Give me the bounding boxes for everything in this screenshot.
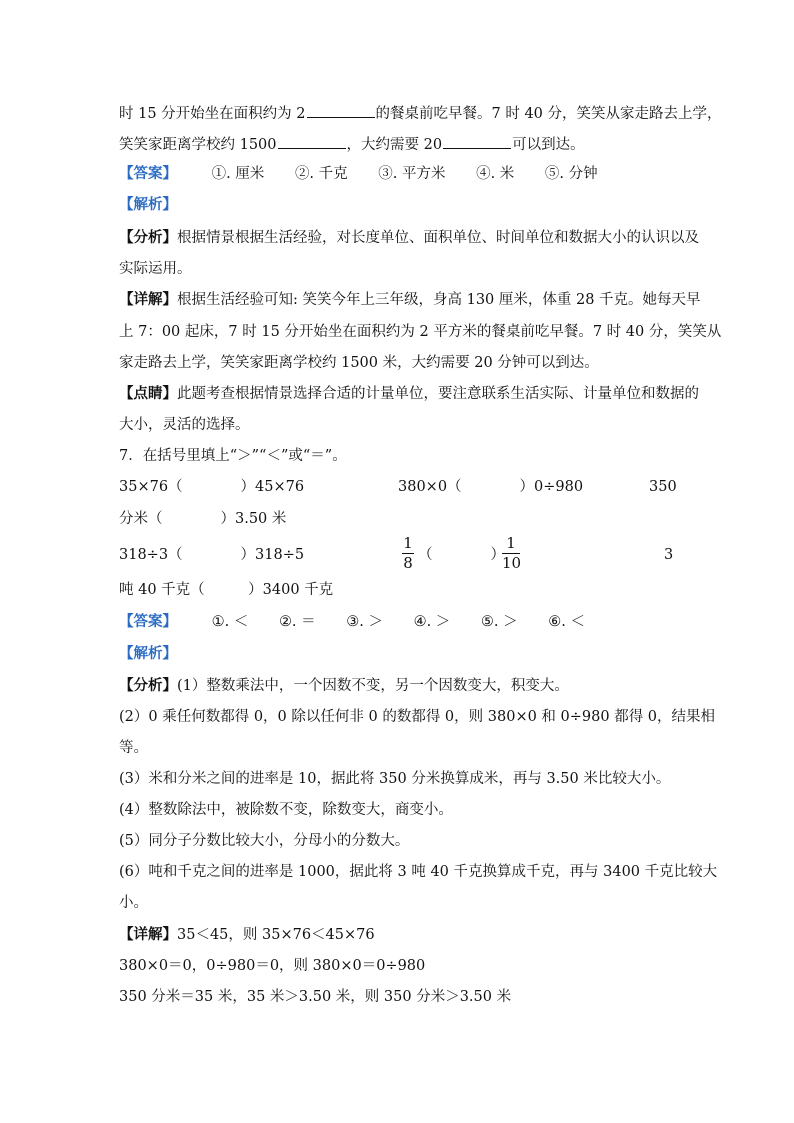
compare-item-6-start (664, 545, 673, 565)
fraction-numerator: 1 (506, 534, 516, 552)
fenxi-text: 等。 (119, 740, 148, 756)
fenxi-text: 实际运用。 (119, 261, 192, 277)
q6-answer-line (119, 164, 598, 184)
answer-item: ④. ＞ (413, 614, 451, 630)
q7-fenxi-line-7 (119, 862, 717, 882)
q6-xiangjie-line-2 (119, 322, 721, 342)
answer-item: ③. ＞ (346, 614, 383, 630)
q6-line-2 (119, 134, 585, 155)
answer-item: ④. 米 (476, 166, 515, 182)
fenxi-text: (1）整数乘法中，一个因数不变，另一个因数变大，积变大。 (177, 678, 569, 694)
q6-text-1b: 的餐桌前吃早餐。7 时 40 分，笑笑从家走路去上学， (375, 106, 722, 122)
q6-text-2a: 笑笑家距离学校约 1500 (119, 137, 277, 153)
compare-text: 318÷3（ ）318÷5 (119, 547, 305, 563)
fenxi-tag: 【分析】 (119, 677, 177, 694)
fraction-denominator: 8 (403, 554, 413, 572)
xiangjie-tag: 【详解】 (119, 291, 177, 308)
compare-item-4[interactable] (119, 545, 304, 565)
answer-item: ⑤. 分钟 (544, 166, 598, 182)
compare-item-3-start (649, 477, 677, 497)
xiangjie-text: 350 分米＝35 米，35 米＞3.50 米，则 350 分米＞3.50 米 (119, 989, 512, 1005)
q7-fenxi-line-1 (119, 676, 569, 696)
xiangjie-tag: 【详解】 (119, 926, 177, 943)
blank-distance-unit[interactable] (278, 134, 346, 149)
question-title: 7．在括号里填上“＞”“＜”或“＝”。 (119, 448, 347, 464)
q7-answer-line (119, 612, 585, 632)
xiangjie-text: 上 7：00 起床，7 时 15 分开始坐在面积约为 2 平方米的餐桌前吃早餐。7 时 40 分，笑笑从 (119, 324, 722, 340)
compare-text: 350 (649, 479, 677, 495)
fraction-one-tenth (502, 535, 520, 572)
fenxi-text: (4）整数除法中，被除数不变，除数变大，商变小。 (119, 802, 453, 818)
xiangjie-text: 根据生活经验可知: 笑笑今年上三年级，身高 130 厘米，体重 28 千克。她每天早 (177, 292, 701, 308)
q6-xiangjie-line-1 (119, 290, 701, 310)
dianjing-text: 此题考查根据情景选择合适的计量单位，要注意联系生活实际、计量单位和数据的 (177, 386, 699, 402)
compare-item-1[interactable] (119, 477, 304, 497)
q7-fenxi-line-6 (119, 831, 409, 851)
dianjing-text: 大小，灵活的选择。 (119, 417, 250, 433)
q7-fenxi-line-4 (119, 769, 670, 789)
dianjing-tag: 【点睛】 (119, 385, 177, 402)
compare-paren: （ ） (418, 547, 505, 563)
blank-area-unit[interactable] (307, 103, 375, 118)
answer-item: ②. 千克 (294, 166, 348, 182)
q6-text-2b: ，大约需要 20 (346, 137, 443, 153)
answer-item: ①. 厘米 (211, 166, 265, 182)
q7-fenxi-line-8 (119, 893, 148, 913)
fenxi-text: (2）0 乘任何数都得 0，0 除以任何非 0 的数都得 0，则 380×0 和 0÷980 都得 0，结果相 (119, 709, 716, 725)
compare-text: 3 (664, 547, 674, 563)
fenxi-text: (6）吨和千克之间的进率是 1000，据此将 3 吨 40 千克换算成千克，再与 3400 千克比较大 (119, 864, 718, 880)
q7-title (119, 446, 347, 466)
compare-text: 380×0（ ）0÷980 (398, 479, 584, 495)
fenxi-text: 根据情景根据生活经验，对长度单位、面积单位、时间单位和数据大小的认识以及 (177, 230, 699, 246)
fenxi-text: (3）米和分米之间的进率是 10，据此将 350 分米换算成米，再与 3.50 米比较大小。 (119, 771, 671, 787)
xiangjie-text: 35＜45，则 35×76＜45×76 (177, 927, 375, 943)
answer-item: ③. 平方米 (378, 166, 446, 182)
q7-xiangjie-line-1 (119, 925, 375, 945)
fraction-numerator: 1 (403, 534, 413, 552)
compare-text: 35×76（ ）45×76 (119, 479, 305, 495)
answer-tag: 【答案】 (119, 613, 177, 630)
xiangjie-text: 家走路去上学，笑笑家距离学校约 1500 米，大约需要 20 分钟可以到达。 (119, 355, 599, 371)
q6-xiangjie-line-3 (119, 353, 599, 373)
answer-item: ②. ＝ (278, 614, 316, 630)
compare-item-3[interactable] (119, 509, 286, 529)
compare-item-6[interactable] (119, 580, 333, 600)
q6-text-2c: 可以到达。 (512, 137, 585, 153)
q7-xiangjie-line-3 (119, 987, 511, 1007)
q7-fenxi-line-2 (119, 707, 715, 727)
answer-item: ⑥. ＜ (548, 614, 585, 630)
answer-item: ⑤. ＞ (480, 614, 518, 630)
q7-xiangjie-line-2 (119, 956, 425, 976)
q7-jiexi-line (119, 644, 177, 664)
fenxi-text: 小。 (119, 895, 148, 911)
fraction-one-eighth (402, 535, 414, 572)
fenxi-text: (5）同分子分数比较大小，分母小的分数大。 (119, 833, 410, 849)
q6-fenxi-line-1 (119, 228, 699, 248)
answer-item: ①. ＜ (211, 614, 249, 630)
blank-time-unit[interactable] (443, 134, 511, 149)
q6-fenxi-line-2 (119, 259, 192, 279)
q6-dianjing-line-1 (119, 384, 699, 404)
q6-line-1 (119, 103, 722, 124)
compare-item-5-paren[interactable] (418, 545, 505, 565)
q7-fenxi-line-3 (119, 738, 148, 758)
answer-tag: 【答案】 (119, 165, 177, 182)
compare-item-2[interactable] (398, 477, 583, 497)
compare-text: 分米（ ）3.50 米 (119, 511, 287, 527)
q6-jiexi-line (119, 195, 177, 215)
compare-text: 吨 40 千克（ ）3400 千克 (119, 582, 334, 598)
jiexi-tag: 【解析】 (119, 196, 177, 213)
q6-dianjing-line-2 (119, 415, 250, 435)
fenxi-tag: 【分析】 (119, 229, 177, 246)
fraction-denominator: 10 (502, 554, 522, 572)
q6-text-1a: 时 15 分开始坐在面积约为 2 (119, 106, 306, 122)
jiexi-tag: 【解析】 (119, 645, 177, 662)
q7-fenxi-line-5 (119, 800, 453, 820)
xiangjie-text: 380×0＝0，0÷980＝0，则 380×0＝0÷980 (119, 958, 426, 974)
